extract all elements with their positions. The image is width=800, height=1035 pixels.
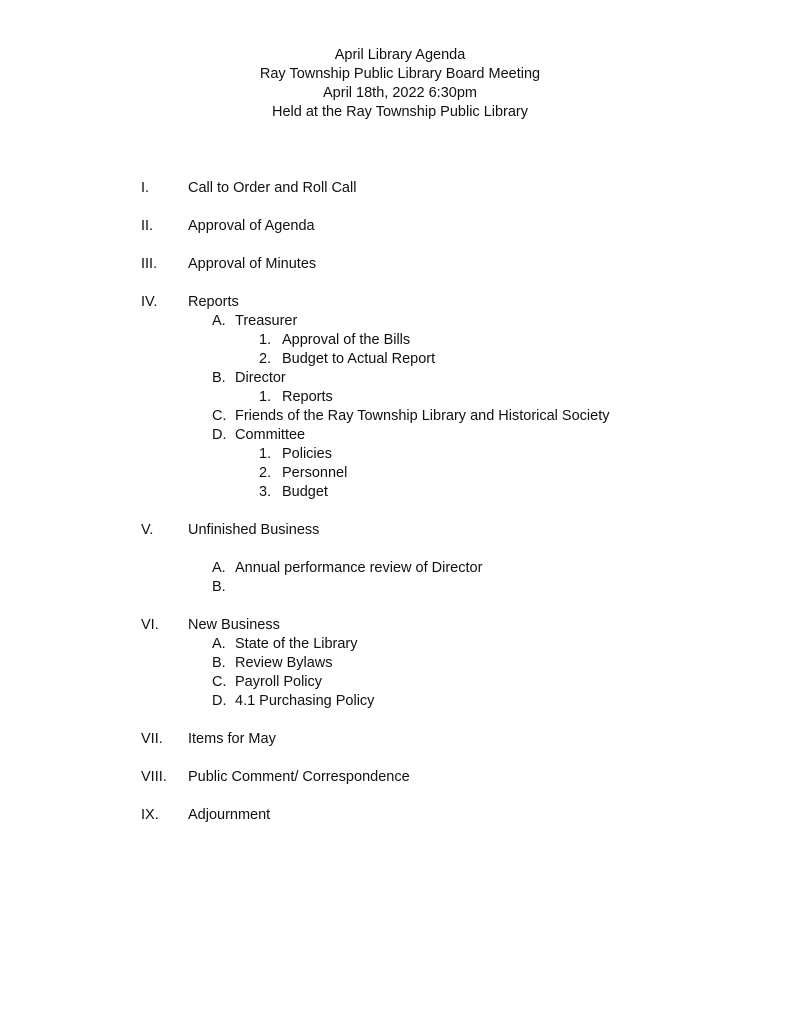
item-label: Reports: [188, 294, 239, 310]
item-label: Policies: [282, 446, 332, 462]
item-number: I.: [141, 180, 150, 196]
agenda-item: [0, 255, 800, 273]
meeting-name: Ray Township Public Library Board Meeting: [259, 66, 541, 82]
item-label: State of the Library: [235, 636, 358, 652]
sub-item: [0, 654, 800, 672]
item-number: III.: [141, 256, 158, 272]
agenda-item: [0, 806, 800, 824]
meeting-location: Held at the Ray Township Public Library: [271, 104, 529, 120]
agenda-item: [0, 616, 800, 634]
sub-item: [0, 673, 800, 691]
item-number: A.: [212, 636, 226, 652]
item-number: 1.: [259, 389, 272, 405]
item-label: Unfinished Business: [188, 522, 320, 538]
item-number: C.: [212, 408, 227, 424]
item-label: Call to Order and Roll Call: [188, 180, 357, 196]
sub-item: [0, 692, 800, 710]
item-number: D.: [212, 693, 227, 709]
item-label: Adjournment: [188, 807, 271, 823]
item-label: Treasurer: [235, 313, 298, 329]
item-label: Approval of Agenda: [188, 218, 315, 234]
item-label: Reports: [282, 389, 333, 405]
item-number: B.: [212, 579, 226, 595]
sub-sub-item: [0, 350, 800, 368]
sub-item: [0, 426, 800, 444]
item-label: Budget: [282, 484, 328, 500]
sub-item: [0, 578, 800, 596]
item-label: Public Comment/ Correspondence: [188, 769, 410, 785]
item-label: 4.1 Purchasing Policy: [235, 693, 375, 709]
item-label: Director: [235, 370, 286, 386]
item-number: IX.: [141, 807, 159, 823]
sub-item: [0, 312, 800, 330]
item-label: Payroll Policy: [235, 674, 323, 690]
item-number: A.: [212, 560, 226, 576]
item-label: Personnel: [282, 465, 348, 481]
sub-sub-item: [0, 331, 800, 349]
item-label: New Business: [188, 617, 280, 633]
agenda-item: [0, 730, 800, 748]
item-number: 2.: [259, 351, 272, 367]
item-number: A.: [212, 313, 226, 329]
sub-sub-item: [0, 483, 800, 501]
item-label: Friends of the Ray Township Library and Historical Society: [235, 408, 610, 424]
item-label: Approval of the Bills: [282, 332, 411, 348]
item-number: V.: [141, 522, 154, 538]
item-number: B.: [212, 655, 226, 671]
item-number: B.: [212, 370, 226, 386]
sub-sub-item: [0, 388, 800, 406]
agenda-item: [0, 521, 800, 539]
item-number: 2.: [259, 465, 272, 481]
item-number: 3.: [259, 484, 272, 500]
sub-item: [0, 635, 800, 653]
item-number: C.: [212, 674, 227, 690]
sub-sub-item: [0, 464, 800, 482]
agenda-item: [0, 768, 800, 786]
item-number: 1.: [259, 332, 272, 348]
sub-item: [0, 559, 800, 577]
agenda-item: [0, 217, 800, 235]
sub-item: [0, 369, 800, 387]
item-label: Review Bylaws: [235, 655, 333, 671]
item-number: VI.: [141, 617, 159, 633]
item-label: Budget to Actual Report: [282, 351, 436, 367]
item-label: Committee: [235, 427, 306, 443]
item-number: VII.: [141, 731, 163, 747]
sub-sub-item: [0, 445, 800, 463]
item-label: Annual performance review of Director: [235, 560, 483, 576]
item-number: IV.: [141, 294, 158, 310]
item-label: Approval of Minutes: [188, 256, 317, 272]
agenda-item: [0, 179, 800, 197]
agenda-title: April Library Agenda: [334, 47, 466, 63]
meeting-date: April 18th, 2022 6:30pm: [323, 85, 477, 101]
agenda-item: [0, 293, 800, 311]
item-number: D.: [212, 427, 227, 443]
item-label: Items for May: [188, 731, 276, 747]
item-number: VIII.: [141, 769, 167, 785]
item-number: 1.: [259, 446, 272, 462]
item-number: II.: [141, 218, 154, 234]
sub-item: [0, 407, 800, 425]
